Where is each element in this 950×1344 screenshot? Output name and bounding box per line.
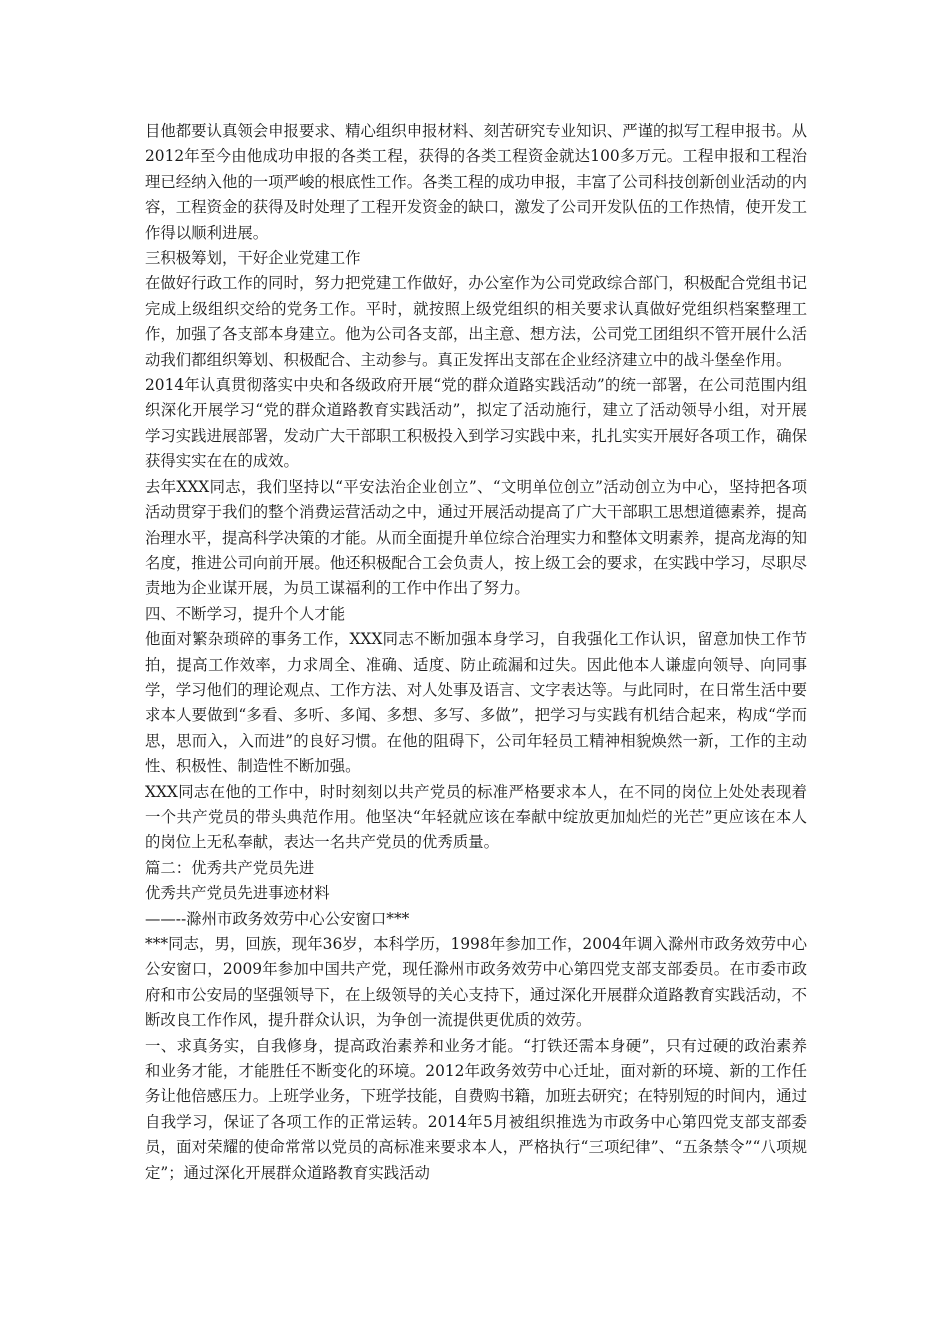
heading-continuous-learning: 四、不断学习，提升个人才能 — [145, 604, 346, 623]
paragraph-party-member-standard: XXX同志在他的工作中，时时刻刻以共产党员的标准严格要求本人，在不同的岗位上处处表现着一个共产党员的带头典范作用。他坚决“年轻就应该在奉献中绽放更加灿烂的光芒”更应该在本人的岗位上无私奉献，表达一名共产党员的优秀质量。 — [145, 782, 807, 852]
paragraph-self-study: 他面对繁杂琐碎的事务工作，XXX同志不断加强本身学习，自我强化工作认识，留意加快工作节拍，提高工作效率，力求周全、准确、适度、防止疏漏和过失。因此他本人谦虚向领导、向同事学，学习他们的理论观点、工作方法、对人处事及语言、文字表达等。与此同时，在日常生活中要求本人要做到“多看、多听、多闻、多想、多写、多做”，把学习与实践有机结合起来，构成“学而思，思而入，入而进”的良好习惯。在他的阻碍下，公司年轻员工精神相貌焕然一新，工作的主动性、积极性、制造性不断加强。 — [145, 630, 807, 776]
document-body — [145, 119, 807, 1186]
paragraph-mass-line-2014: 2014年认真贯彻落实中央和各级政府开展“党的群众道路实践活动”的统一部署，在公司范围内组织深化开展学习“党的群众道路教育实践活动”，拟定了活动施行，建立了活动领导小组，对开展学习实践进展部署，发动广大干部职工积极投入到学习实践中来，扎扎实实开展好各项工作，确保获得实实在在的成效。 — [145, 376, 807, 471]
paragraph-party-work: 在做好行政工作的同时，努力把党建工作做好，办公室作为公司党政综合部门，积极配合党组书记完成上级组织交给的党务工作。平时，就按照上级党组织的相关要求认真做好党组织档案整理工作，加强了各支部本身建立。他为公司各支部，出主意、想方法，公司党工团组织不管开展什么活动我们都组织筹划、积极配合、主动参与。真正发挥出支部在企业经济建立中的战斗堡垒作用。 — [145, 274, 807, 369]
paragraph-project-application: 目他都要认真领会申报要求、精心组织申报材料、刻苦研究专业知识、严谨的拟写工程申报书。从2012年至今由他成功申报的各类工程，获得的各类工程资金就达100多万元。工程申报和工程治理已经纳入他的一项严峻的根底性工作。各类工程的成功申报，丰富了公司科技创新创业活动的内容，工程资金的获得及时处理了工程开发资金的缺口，激发了公司开发队伍的工作热情，使开发工作得以顺利进展。 — [145, 122, 807, 242]
paragraph-safety-civilization: 去年XXX同志，我们坚持以“平安法治企业创立”、“文明单位创立”活动创立为中心，坚持把各项活动贯穿于我们的整个消费运营活动之中，通过开展活动提高了广大干部职工思想道德素养，提高治理水平，提高科学决策的才能。从而全面提升单位综合治理实力和整体文明素养，提高龙海的知名度，推进公司向前开展。他还积极配合工会负责人，按上级工会的要求，在实践中学习，尽职尽责地为企业谋开展，为员工谋福利的工作中作出了努力。 — [145, 477, 807, 598]
heading-part-two: 篇二：优秀共产党员先进 — [145, 858, 315, 877]
heading-party-building: 三积极筹划，干好企业党建工作 — [145, 249, 361, 268]
paragraph-personal-profile: ***同志，男，回族，现年36岁，本科学历，1998年参加工作，2004年调入滁州市政务效劳中心公安窗口，2009年参加中国共产党，现任滁州市政务效劳中心第四党支部支部委员。在市委市政府和市公安局的坚强领导下，在上级领导的关心支持下，通过深化开展群众道路教育实践活动，不断改良工作作风，提升群众认识，为争创一流提供更优质的效劳。 — [145, 935, 807, 1030]
heading-deeds-material: 优秀共产党员先进事迹材料 — [145, 884, 330, 903]
paragraph-seek-truth: 一、求真务实，自我修身，提高政治素养和业务才能。“打铁还需本身硬”，只有过硬的政治素养和业务才能，才能胜任不断变化的环境。2012年政务效劳中心迁址，面对新的环境、新的工作任务让他倍感压力。上班学业务，下班学技能，自费购书籍，加班去研究；在特别短的时间内，通过自我学习，保证了各项工作的正常运转。2014年5月被组织推选为市政务中心第四党支部支部委员，面对荣耀的使命常常以党员的高标准来要求本人，严格执行“三项纪律”、“五条禁令”“八项规定”；通过深化开展群众道路教育实践活动 — [145, 1036, 807, 1182]
byline-chuzhou-window: ——--滁州市政务效劳中心公安窗口*** — [145, 909, 410, 928]
